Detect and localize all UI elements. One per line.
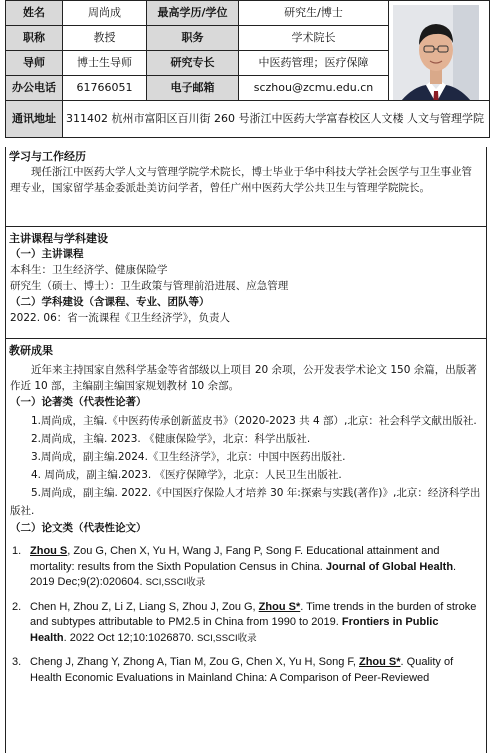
name-value: 周尚成 [63, 1, 147, 26]
paper-highlight-author: Zhou S [30, 545, 68, 557]
book-item: 4. 周尚成，副主编.2023. 《医疗保障学》，北京：人民卫生出版社. [31, 469, 342, 481]
paper-item [6, 600, 486, 647]
paper-index: SCI,SSCI收录 [145, 577, 206, 588]
paper-number: 2. [12, 600, 22, 613]
achievements-section [5, 339, 487, 753]
mentor-value: 博士生导师 [63, 51, 147, 76]
name-label: 姓名 [6, 1, 63, 26]
title-label: 职称 [6, 26, 63, 51]
grad-courses: 研究生（硕士、博士）：卫生政策与管理前沿进展、应急管理 [10, 280, 289, 292]
phone-label: 办公电话 [6, 76, 63, 101]
position-value: 学术院长 [239, 26, 389, 51]
book-item: 5.周尚成，副主编. 2022.《中国医疗保险人才培养 30 年:探索与实践(著作)》,北京：经济科学出版社. [10, 487, 481, 517]
achievements-heading: 教研成果 [9, 344, 53, 357]
email-label: 电子邮箱 [147, 76, 239, 101]
paper-item [6, 655, 486, 686]
address-value: 311402 杭州市富阳区百川街 260 号浙江中医药大学富春校区人文楼 人文与管理学院 [63, 101, 490, 138]
position-label: 职务 [147, 26, 239, 51]
paper-highlight-author: Zhou S* [258, 600, 301, 613]
email-value: sczhou@zcmu.edu.cn [239, 76, 389, 101]
paper-number: 3. [12, 656, 22, 668]
paper-highlight-author: Zhou S* [358, 656, 401, 668]
book-item: 3.周尚成，副主编.2024.《卫生经济学》，北京：中国中医药出版社. [31, 451, 346, 463]
degree-label: 最高学历/学位 [147, 1, 239, 26]
phone-value: 61766051 [63, 76, 147, 101]
course-item: 2022. 06：省一流课程《卫生经济学》，负责人 [10, 312, 231, 324]
research-value: 中医药管理；医疗保障 [239, 51, 389, 76]
paper-number: 1. [12, 545, 22, 557]
paper-authors-title: . Quality of Health Economic Evaluations in Mainland China: A Comparison of Peer-Reviewed [30, 656, 454, 684]
paper-authors-pre: Cheng J, Zhang Y, Zhong A, Tian M, Zou G, Chen X, Yu H, Song F, [30, 656, 359, 668]
paper-authors-title: , Zou G, Chen X, Yu H, Wang J, Fang P, Song F. Educational attainment and mortality: results from the Sixth Population Census in China. [30, 545, 440, 573]
courses-section [5, 227, 487, 339]
paper-journal: Journal of Global Health [325, 560, 454, 573]
photo-cell [389, 1, 490, 101]
undergrad-courses: 本科生：卫生经济学、健康保险学 [10, 264, 168, 276]
address-label: 通讯地址 [6, 101, 63, 138]
bio-text: 现任浙江中医药大学人文与管理学院学术院长，博士毕业于华中科技大学社会医学与卫生事业管理专业，国家留学基金委派赴美访问学者，曾任广州中医药大学公共卫生与管理学院院长。 [10, 166, 472, 194]
papers-heading: （二）论文类（代表性论文） [10, 522, 147, 534]
title-value: 教授 [63, 26, 147, 51]
paper-journal: Frontiers in Public Health [30, 616, 439, 644]
paper-authors-title: . Time trends in the burden of stroke and subtypes attributable to PM2.5 in China from 1990 to 2019. [30, 600, 477, 628]
courses-sub2: （二）学科建设（含课程、专业、团队等） [10, 296, 210, 308]
book-item: 1.周尚成，主编.《中医药传承创新蓝皮书》（2020-2023 共 4 部）,北京：社会科学文献出版社. [31, 415, 477, 427]
paper-details: . 2022 Oct 12;10:1026870. [63, 631, 197, 644]
research-label: 研究专长 [147, 51, 239, 76]
info-table [5, 0, 490, 138]
degree-value: 研究生/博士 [239, 1, 389, 26]
books-heading: （一）论著类（代表性论著） [10, 396, 147, 408]
paper-details: . 2019 Dec;9(2):020604. [30, 560, 457, 588]
papers-list [6, 544, 486, 686]
paper-item [6, 544, 486, 591]
courses-sub1: （一）主讲课程 [10, 248, 84, 260]
mentor-label: 导师 [6, 51, 63, 76]
paper-index: SCI,SSCI收录 [196, 632, 257, 644]
portrait-photo [393, 5, 479, 101]
achievements-intro: 近年来主持国家自然科学基金等省部级以上项目 20 余项，公开发表学术论文 150 余篇，出版著作近 10 部，主编副主编国家规划教材 10 余部。 [10, 364, 477, 392]
bio-heading: 学习与工作经历 [9, 150, 86, 163]
courses-heading: 主讲课程与学科建设 [9, 232, 108, 245]
bio-section [5, 147, 487, 227]
books-list [6, 412, 486, 520]
book-item: 2.周尚成，主编. 2023. 《健康保险学》，北京：科学出版社. [31, 433, 311, 445]
paper-authors-pre: Chen H, Zhou Z, Li Z, Liang S, Zhou J, Zou G, [30, 600, 259, 613]
